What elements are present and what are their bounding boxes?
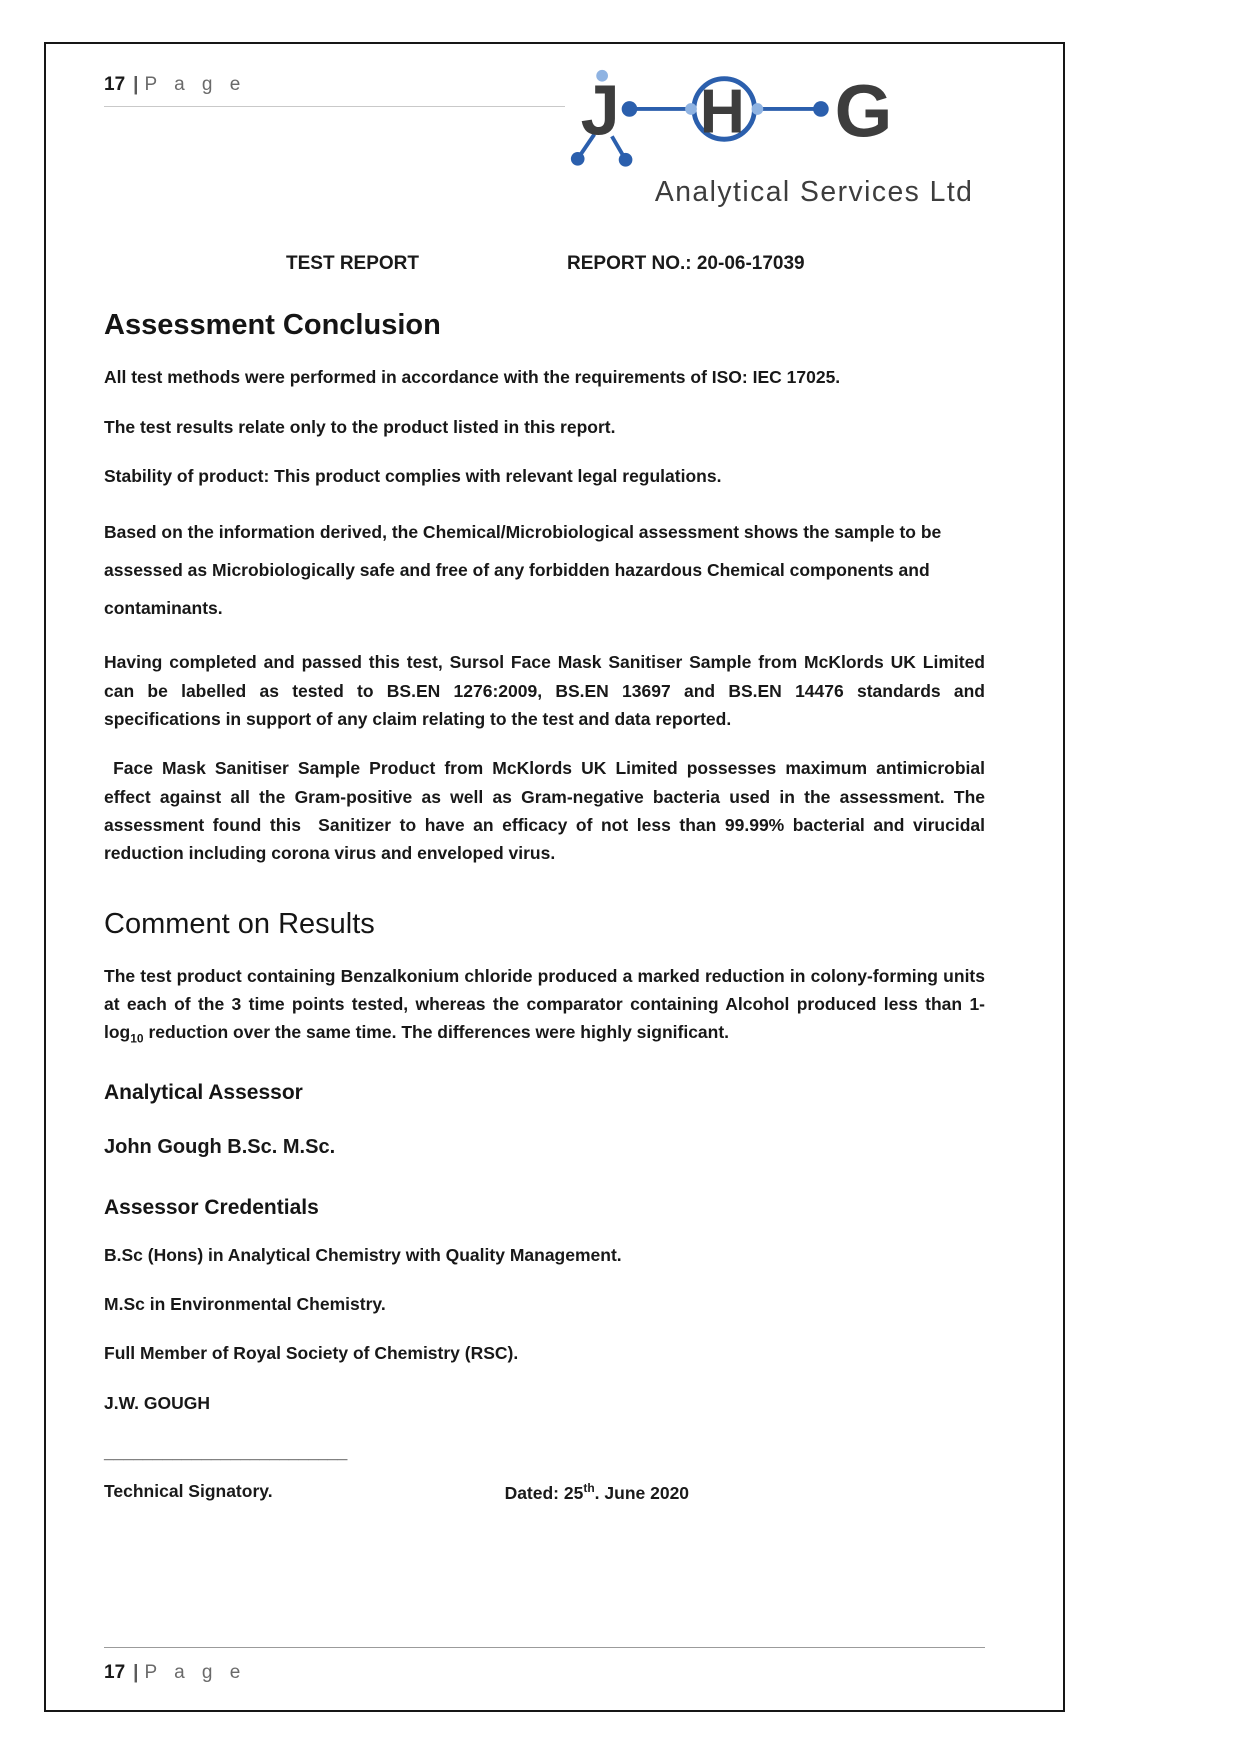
signatory-name: J.W. GOUGH — [104, 1392, 210, 1413]
comment-text-pre: The test product containing Benzalkonium chloride produced a marked reduction in colony-forming units at each of the 3 time points tested, whereas the comparator containing Alcohol produced less than 1-log — [104, 965, 990, 1043]
para-comment-results — [104, 962, 990, 1050]
logo-subtitle: Analytical Services Ltd — [654, 175, 974, 208]
para-face-mask-efficacy: Face Mask Sanitiser Sample Product from McKlords UK Limited possesses maximum antimicrobial effect against all the Gram-positive as well as Gram-negative bacteria used in the assessment. The assessment found this Sanitizer to have an efficacy of not less than 99.99% bacterial and virucidal reduction including corona virus and enveloped virus. — [104, 758, 990, 864]
header-page-separator: | — [133, 74, 139, 95]
credential-rsc: Full Member of Royal Society of Chemistry (RSC). — [104, 1343, 519, 1364]
dated-superscript: th — [583, 1480, 595, 1495]
page-header — [104, 64, 985, 219]
logo-letter-g: G — [834, 69, 893, 153]
para-having-completed: Having completed and passed this test, Sursol Face Mask Sanitiser Sample from McKlords UK Limited can be labelled as tested to BS.EN 1276:2009, BS.EN 13697 and BS.EN 14476 standards and specifications in support of any claim relating to the test and data reported. — [104, 652, 990, 730]
footer-page-separator: | — [133, 1662, 139, 1683]
header-page-number-value: 17 — [104, 74, 126, 95]
para-iso-compliance: All test methods were performed in accordance with the requirements of ISO: IEC 17025. — [104, 367, 841, 388]
para-results-relate: The test results relate only to the product listed in this report. — [104, 416, 616, 437]
credential-msc: M.Sc in Environmental Chemistry. — [104, 1294, 386, 1315]
company-logo — [565, 66, 985, 219]
para-stability: Stability of product: This product complies with relevant legal regulations. — [104, 466, 722, 487]
analytical-assessor-heading: Analytical Assessor — [104, 1081, 303, 1105]
comment-text-post: reduction over the same time. The differences were highly significant. — [143, 1022, 730, 1043]
logo-letter-h: H — [699, 76, 745, 147]
logo-letter-j: J — [580, 70, 620, 150]
signatory-row — [104, 1481, 985, 1504]
document-page — [44, 42, 1065, 1712]
comment-on-results-heading: Comment on Results — [104, 907, 375, 940]
assessor-name: John Gough B.Sc. M.Sc. — [104, 1136, 336, 1159]
para-based-on-assessment: Based on the information derived, the Chemical/Microbiological assessment shows the sample to be assessed as Microbiologically safe and free of any forbidden hazardous Chemical components and contaminants. — [104, 522, 947, 618]
comment-log-subscript: 10 — [130, 1031, 144, 1046]
dated-text-pre: Dated: 25 — [504, 1482, 584, 1503]
footer-page-label: P a g e — [144, 1662, 247, 1683]
report-title-line — [104, 253, 985, 275]
test-report-label: TEST REPORT — [286, 253, 420, 275]
header-page-label: P a g e — [144, 74, 247, 95]
footer-page-number-value: 17 — [104, 1662, 126, 1683]
header-page-number — [104, 74, 565, 107]
assessor-credentials-heading: Assessor Credentials — [104, 1195, 319, 1219]
signature-line: _________________________ — [104, 1442, 348, 1463]
report-number: REPORT NO.: 20-06-17039 — [567, 253, 805, 275]
page-footer — [104, 1647, 985, 1684]
assessment-conclusion-heading: Assessment Conclusion — [104, 309, 441, 342]
dated-text-post: . June 2020 — [594, 1482, 690, 1503]
credential-bsc: B.Sc (Hons) in Analytical Chemistry with Quality Management. — [104, 1244, 622, 1265]
technical-signatory-label: Technical Signatory. — [104, 1480, 273, 1501]
dated-line — [505, 1481, 689, 1504]
logo-molecule-graphic — [565, 66, 985, 214]
